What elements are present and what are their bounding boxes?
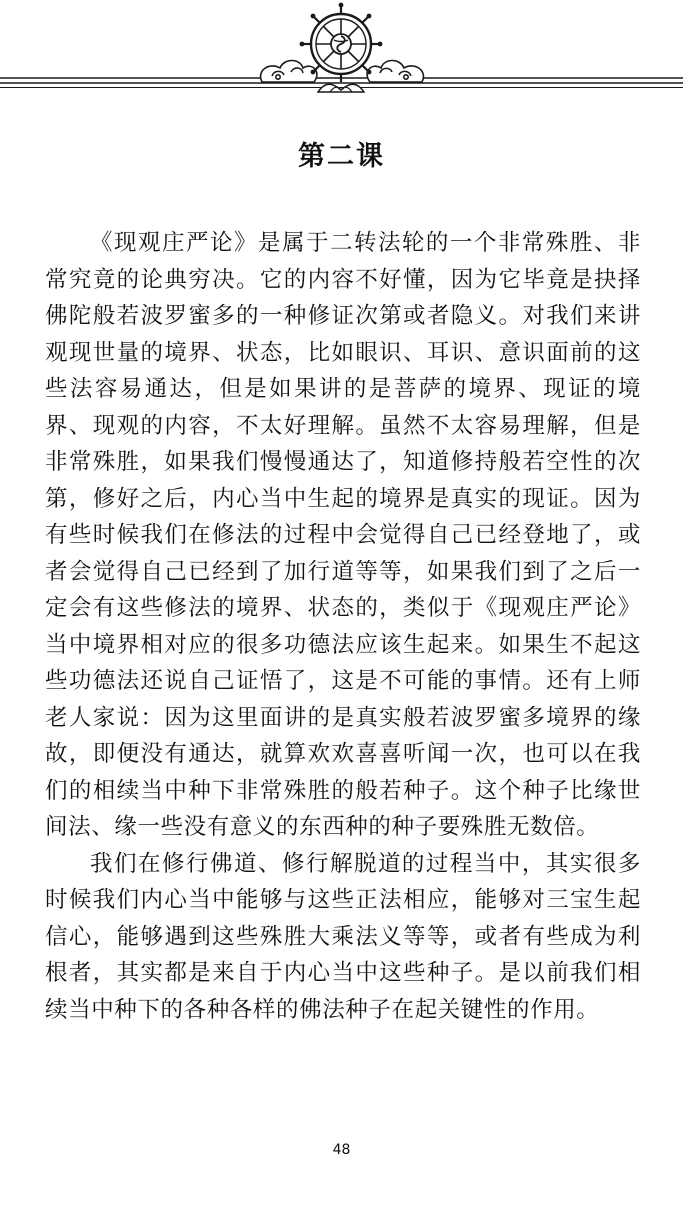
- auspicious-cloud-icon: [367, 61, 423, 83]
- paragraph: 我们在修行佛道、修行解脱道的过程当中，其实很多时候我们内心当中能够与这些正法相应，能够对三宝生起信心，能够遇到这些殊胜大乘法义等等，或者有些成为利根者，其实都是来自于内心当中这些种子。是以前我们相续当中种下的各种各样的佛法种子在起关键性的作用。: [45, 850, 641, 1023]
- page-number: 48: [332, 1142, 351, 1158]
- body-text: [45, 225, 641, 1028]
- header-ornament: [0, 0, 683, 105]
- paragraph: 《现观庄严论》是属于二转法轮的一个非常殊胜、非常究竟的论典穷决。它的内容不好懂，因为它毕竟是抉择佛陀般若波罗蜜多的一种修证次第或者隐义。对我们来讲观现世量的境界、状态，比如眼识、耳识、意识面前的这些法容易通达，但是如果讲的是菩萨的境界、现证的境界、现观的内容，不太好理解。虽然不太容易理解，但是非常殊胜，如果我们慢慢通达了，知道修持般若空性的次第，修好之后，内心当中生起的境界是真实的现证。因为有些时候我们在修法的过程中会觉得自己已经登地了，或者会觉得自己已经到了加行道等等，如果我们到了之后一定会有这些修法的境界、状态的，类似于《现观庄严论》当中境界相对应的很多功德法应该生起来。如果生不起这些功德法还说自己证悟了，这是不可能的事情。还有上师老人家说：因为这里面讲的是真实般若波罗蜜多境界的缘故，即便没有通达，就算欢欢喜喜听闻一次，也可以在我们的相续当中种下非常殊胜的般若种子。这个种子比缘世间法、缘一些没有意义的东西种的种子要殊胜无数倍。: [45, 230, 641, 840]
- chapter-title: 第二课: [298, 141, 385, 172]
- auspicious-cloud-icon: [261, 61, 317, 83]
